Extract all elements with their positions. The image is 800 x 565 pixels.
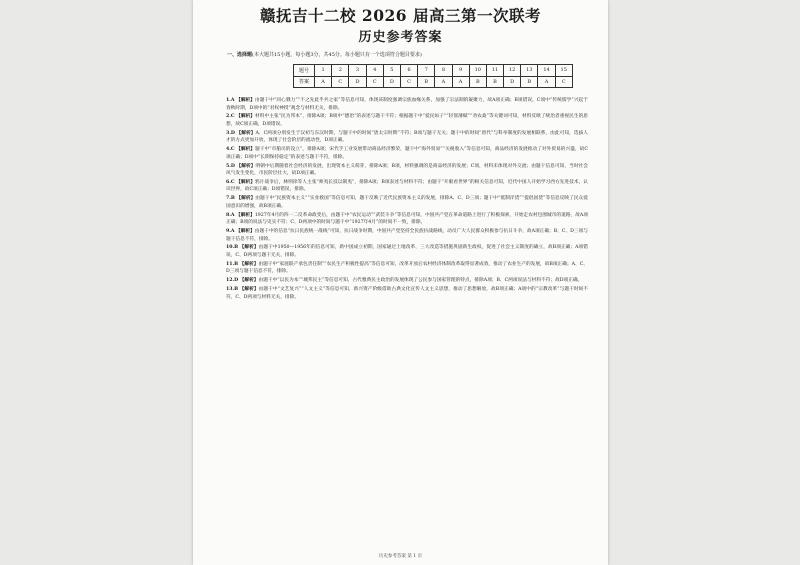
question-number-cell: 9 (452, 65, 469, 77)
explanation-text: 1927年4月的四一二反革命政变后，由题干中“农民运动”“武装斗争”等信息可知，中国共产党在革命道路上进行了积极探索，开始走农村包围城市的道路，故A项正确；B项的说法与史实不符；C、D两项中的时间与题干中“1927年4月”的时间不一致，排除。 (226, 212, 588, 226)
explanation-text: 由题干中“家庭联产承包责任制”“农民生产积极性提高”等信息可知，改革开放后农村经济体制改革取得显著成效，推动了农业生产的发展，故B项正确；A、C、D三项与题干信息不符，排除。 (226, 261, 588, 275)
explanation-number: 5.D (226, 163, 235, 169)
question-number-cell: 12 (504, 65, 521, 77)
explanation-item (226, 212, 588, 227)
explanation-item (226, 113, 588, 128)
answer-cell: C (332, 76, 349, 88)
explanation-tag: 【解析】 (236, 98, 256, 103)
explanation-item (226, 146, 588, 161)
explanation-text: 由题干中“以民为本”“城邦民主”等信息可知，古代雅典民主政治的发展体现了公民参与国家管理的特点，排除A项；B、C两项说法与材料不符；故D项正确。 (258, 278, 583, 284)
explanation-number: 1.A (226, 98, 235, 103)
explanation-text: 由题干中“文艺复兴”“人文主义”等信息可知，新兴资产阶级借助古典文化宣传人文主义思想，推动了思想解放，故B项正确；A项中的“宗教改革”与题干时间不符，C、D两项与材料无关，排除。 (226, 286, 588, 300)
explanation-item (226, 261, 588, 276)
explanation-item (226, 286, 588, 301)
explanation-number: 9.A (226, 229, 235, 234)
answer-cell: B (469, 76, 486, 88)
explanation-number: 4.C (226, 147, 235, 153)
row-label-number: 题号 (294, 65, 315, 77)
explanation-item (226, 195, 588, 210)
explanation-number: 12.D (226, 278, 239, 284)
question-number-cell: 15 (555, 65, 572, 77)
explanation-item (226, 97, 588, 112)
answer-cell: C (366, 76, 383, 88)
answer-cell: A (315, 76, 332, 88)
explanation-text: 由题干中“同心戮力”“不之先此乎共之家”等信息可知，体现该制度强调宗族血缘关系，加强了宗法制的凝聚力，故A项正确；B项错误，C项中“传统儒学”兴起于春秋时期，D项中的“君权神授”观念与材料无关，排除。 (226, 98, 588, 111)
answer-cell: C (400, 76, 417, 88)
explanation-number: 13.B (226, 286, 239, 292)
section-label: 一、选择题 (227, 52, 253, 58)
explanation-item (226, 228, 588, 243)
explanation-text: 由题干中的信息“抗日民族统一战线”可知，抗日战争时期，中国共产党坚持全民族抗战路线，动员广大人民群众积极参与抗日斗争，故A项正确；B、C、D三项与题干信息不符，排除。 (226, 229, 588, 242)
answer-cell: C (555, 76, 572, 88)
question-number-cell: 11 (486, 65, 503, 77)
question-number-cell: 3 (349, 65, 366, 77)
answer-cell: A (538, 76, 555, 88)
explanation-item (226, 130, 588, 145)
explanation-tag: 【解析】 (236, 147, 256, 153)
explanation-list (226, 97, 588, 302)
question-number-cell: 6 (400, 65, 417, 77)
answer-table (293, 64, 573, 88)
explanation-tag: 【解析】 (239, 278, 259, 284)
section-note: (本大题共15小题，每小题3分，共45分。每小题只有一个选项符合题目要求) (252, 52, 422, 58)
explanation-tag: 【解析】 (239, 286, 259, 292)
explanation-tag: 【解析】 (236, 212, 255, 218)
explanation-tag: 【解析】 (236, 130, 256, 136)
explanation-number: 8.A (226, 212, 235, 218)
explanation-tag: 【解析】 (236, 229, 255, 234)
explanation-item (226, 163, 588, 178)
explanation-number: 2.C (226, 114, 235, 120)
explanation-tag: 【解析】 (239, 261, 259, 267)
question-number-cell: 14 (538, 65, 555, 77)
answer-cell: B (521, 76, 538, 88)
explanation-text: 材料中主张“民为邦本”，排除A项；B项中“德治”的表述与题干不符；根据题干中“爱民如子”“轻徭薄赋”“劝农桑”等关键词可知，材料反映了统治者重视民生的思想，故C项正确，D项错误。 (226, 114, 588, 127)
explanation-tag: 【解析】 (236, 163, 256, 169)
answer-cell: D (383, 76, 400, 88)
explanation-tag: 【解析】 (239, 245, 259, 251)
table-row-numbers (294, 65, 573, 77)
question-number-cell: 8 (435, 65, 452, 77)
row-label-answer: 答案 (294, 76, 315, 88)
answer-cell: D (349, 76, 366, 88)
explanation-item (226, 179, 588, 194)
question-number-cell: 10 (469, 65, 486, 77)
explanation-number: 11.B (226, 261, 239, 267)
page-title: 赣抚吉十二校 2026 届高三第一次联考 (260, 6, 541, 25)
explanation-text: 明朝中后期随着社会经济的发展，出现资本主义萌芽，排除A项；B项，材料强调的是商品经济的发展；C项，材料未体现对外交流；由题干信息可知，当时社会风气发生变化，市民阶层壮大，故D项正确。 (226, 163, 588, 177)
page-footer: 历史参考答案 第 1 页 (378, 554, 423, 559)
page-subtitle: 历史参考答案 (358, 30, 443, 45)
explanation-number: 10.B (226, 245, 239, 251)
explanation-text: A、C两项分别发生于汉初与东汉时期，与题干中的时间“唐太宗时期”不符；B项与题干无关；题干中的时间“唐代”与科举制度的发展相联系，由此可知，选拔人才的方式更加开放，体现了社会阶层的流动性，D项正确。 (226, 130, 588, 144)
table-row-answers (294, 76, 573, 88)
explanation-text: 由题干中“民族资本主义”“实业救国”等信息可知，题干反映了近代民族资本主义的发展，排除A、C、D三项；题干中“抵制洋货”“提倡国货”等信息反映了民众爱国意识的增强，故B项正确。 (226, 196, 588, 209)
explanation-text: 由题干中1950—1956年的信息可知，新中国成立初期，国家通过土地改革、三大改造等措施巩固新生政权，促进了社会主义制度的确立，故B项正确；A项错误，C、D两项与题干无关，排除。 (226, 245, 588, 258)
answer-cell: B (486, 76, 503, 88)
section-heading (227, 52, 587, 59)
explanation-number: 3.D (226, 130, 235, 136)
explanation-item (226, 244, 588, 259)
answer-cell: A (452, 76, 469, 88)
question-number-cell: 13 (521, 65, 538, 77)
answer-cell: A (435, 76, 452, 88)
explanation-tag: 【解析】 (236, 196, 256, 202)
explanation-number: 7.B (226, 196, 235, 202)
explanation-text: 鸦片战争后，林则徐等人主张“师夷长技以制夷”，排除A项；B项表述与材料不符；由题干“开眼看世界”的相关信息可知，近代中国人开始学习西方先进技术，认识世界，故C项正确；D项错误，排除。 (226, 179, 588, 193)
explanation-item (226, 277, 588, 285)
answer-cell: B (418, 76, 435, 88)
explanation-tag: 【解析】 (236, 114, 256, 120)
question-number-cell: 5 (383, 65, 400, 77)
explanation-tag: 【解析】 (236, 179, 256, 185)
question-number-cell: 7 (418, 65, 435, 77)
explanation-number: 6.C (226, 179, 235, 185)
question-number-cell: 2 (332, 65, 349, 77)
question-number-cell: 4 (366, 65, 383, 77)
answer-cell: D (504, 76, 521, 88)
question-number-cell: 1 (315, 65, 332, 77)
explanation-text: 题干中“市舶司的设立”，排除A项；宋代手工业发展带动商品经济繁荣，题干中“海外贸易”“关税收入”等信息可知，商品经济的发展推动了对外贸易的兴盛，故C项正确；D项中“长期保持稳定”的表述与题干不符，排除。 (226, 147, 588, 160)
answer-sheet-page (193, 0, 608, 565)
